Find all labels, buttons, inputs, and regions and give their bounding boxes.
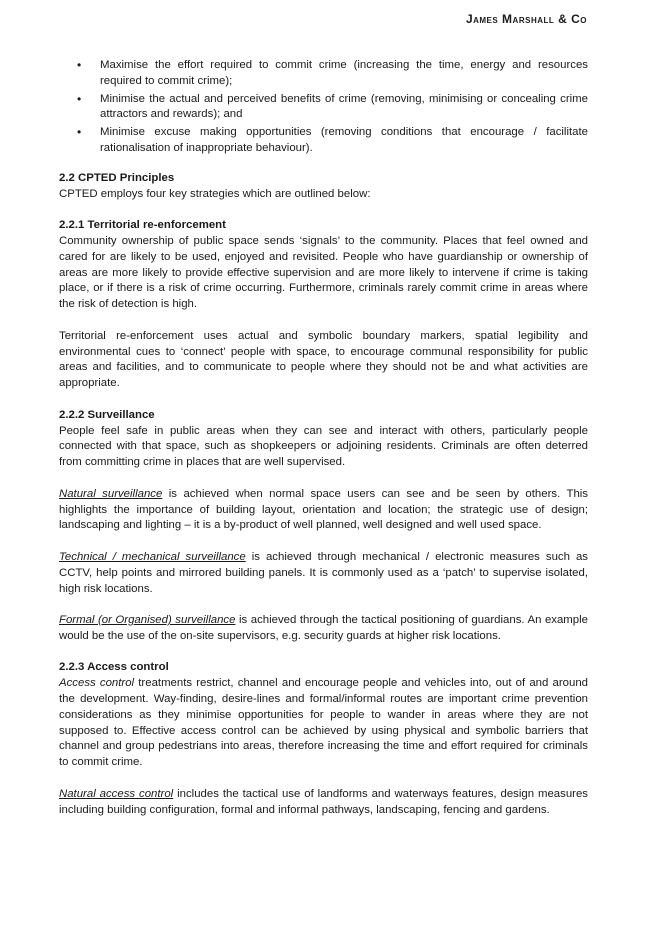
term: Technical / mechanical surveillance	[59, 550, 246, 563]
term: Natural access control	[59, 787, 174, 800]
section-intro: CPTED employs four key strategies which are outlined below:	[59, 187, 371, 200]
list-item: • Minimise the actual and perceived benefits of crime (removing, minimising or concealing crime attractors and rewards); and	[77, 91, 588, 121]
list-item: • Minimise excuse making opportunities (removing conditions that encourage / facilitate rationalisation of inappropriate behaviour).	[77, 125, 588, 154]
paragraph: Community ownership of public space sends ‘signals’ to the community. Places that feel owned and cared for are likely to be used, enjoyed and revisited. People who have guardianship or ownership of areas are more likely to provide effective supervision and are more likely to intervene if crime is taking place, or if there is a risk of crime occurring. Furthermore, criminals rarely commit crime in areas where the risk of detection is high.	[59, 234, 588, 311]
document-body	[59, 58, 588, 818]
section-heading: 2.2 CPTED Principles	[59, 171, 175, 184]
paragraph: Access control treatments restrict, channel and encourage people and vehicles into, out of and around the development. Way-finding, desire-lines and formal/informal routes are important crime prevention considerations as they minimise opportunities for people to wander in areas where they are not supposed to. Effective access control can be achieved by using physical and symbolic barriers that channel and group pedestrians into areas, therefore increasing the time and effort required for criminals to commit crime.	[59, 677, 588, 769]
term: Access control	[59, 677, 135, 690]
paragraph: Natural access control includes the tactical use of landforms and waterways features, design measures including building configuration, formal and informal pathways, landscaping, fencing and gardens.	[59, 787, 588, 816]
subsection-heading: 2.2.1 Territorial re-enforcement	[59, 219, 226, 232]
subsection-heading: 2.2.2 Surveillance	[59, 408, 155, 421]
paragraph: Natural surveillance is achieved when normal space users can see and be seen by others. This highlights the importance of building layout, orientation and location; the strategic use of design; landscaping and lighting – it is a by-product of well planned, well designed and well used space.	[59, 487, 589, 532]
term: Natural surveillance	[59, 487, 163, 500]
bullet-icon: •	[77, 125, 82, 140]
list-item: • Maximise the effort required to commit crime (increasing the time, energy and resources required to commit crime);	[77, 58, 588, 87]
bullet-icon: •	[77, 91, 82, 106]
paragraph: Technical / mechanical surveillance is achieved through mechanical / electronic measures such as CCTV, help points and mirrored building panels. It is commonly used as a ‘patch’ to supervise isolated, high risk locations.	[59, 550, 588, 595]
paragraph: People feel safe in public areas when they can see and interact with others, particularly people connected with that space, such as shopkeepers or adjoining residents. Criminals are often deterred from committing crime in places that are well supervised.	[59, 424, 588, 469]
paragraph: Territorial re-enforcement uses actual and symbolic boundary markers, spatial legibility and environmental cues to ‘connect’ people with space, to encourage communal responsibility for public areas and facilities, and to communicate to people where they should not be and what activities are appropriate.	[59, 329, 588, 390]
term: Formal (or Organised) surveillance	[59, 614, 236, 627]
company-header: James Marshall & Co	[465, 12, 587, 26]
bullet-list	[59, 58, 588, 157]
subsection-heading: 2.2.3 Access control	[59, 661, 169, 674]
paragraph: Formal (or Organised) surveillance is achieved through the tactical positioning of guardians. An example would be the use of the on-site supervisors, e.g. security guards at higher risk locations.	[59, 614, 588, 642]
bullet-icon: •	[77, 58, 82, 72]
